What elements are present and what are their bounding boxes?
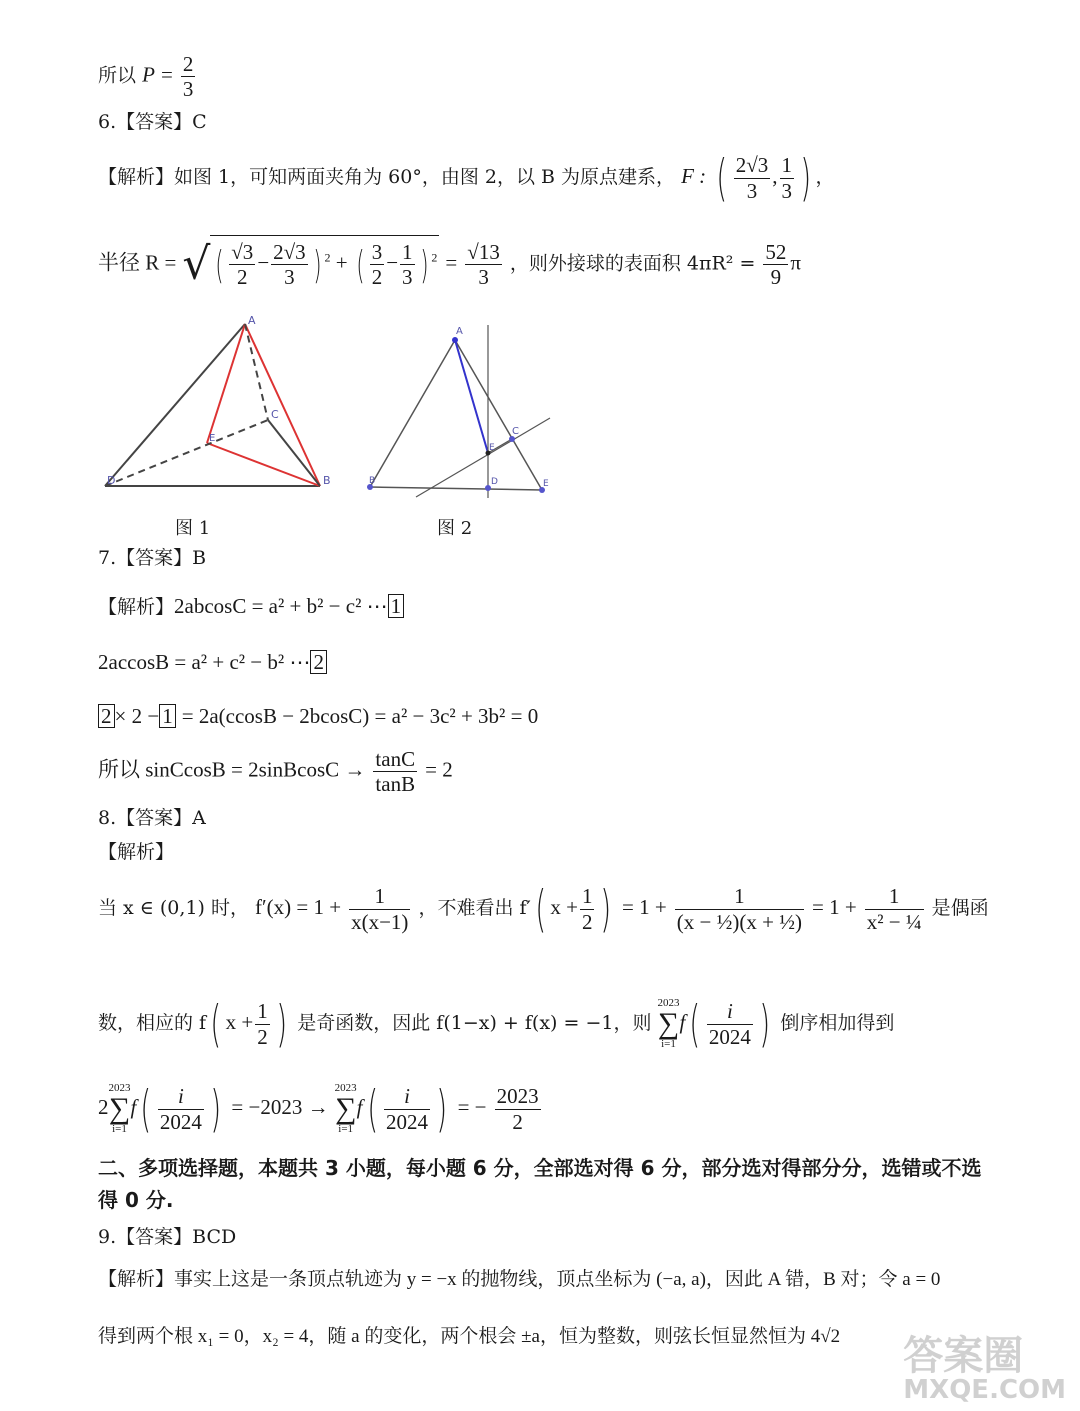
- fig1-label: A: [248, 314, 256, 327]
- watermark: 答案圈 MXQE.COM: [903, 1333, 1066, 1406]
- section-heading: 二、多项选择题，本题共 3 小题，每小题 6 分，全部选对得 6 分，部分选对得部分分，选错或不选得 0 分.: [98, 1156, 982, 1212]
- figure-2: [360, 320, 560, 500]
- eq: =: [160, 62, 173, 87]
- q6-title: 6.【答案】C: [98, 111, 207, 133]
- q7-eq3: 2 × 2 − 1 = 2a(ccosB − 2bcosC) = a² − 3c² + 3b² = 0: [98, 704, 538, 728]
- fig2-label: A: [456, 326, 463, 337]
- q9-line1: 【解析】事实上这是一条顶点轨迹为 y = −x 的抛物线，顶点坐标为 (−a, a)，因此 A 错，B 对；令 a = 0: [98, 1269, 941, 1290]
- line-p: [98, 52, 197, 101]
- q9-title: 9.【答案】BCD: [98, 1226, 237, 1248]
- q9-line2: 得到两个根 x₁ = 0，x₂ = 4，随 a 的变化，两个根会 ±a，恒为整数，则弦长恒显然恒为 4√2: [98, 1326, 841, 1347]
- fig1-label: D: [107, 474, 116, 487]
- fig2-label: E: [489, 443, 495, 453]
- q7-eq4: 所以 sinCcosB = 2sinBcosC → $\frac{\tan C}{\tan B}$ = 2: [98, 747, 453, 797]
- q8-line2: 数，相应的 f( x + $\frac{1}{2}$ ) 是奇函数，因此 f(1−x) + f(x) = −1，则 2023 ∑ i=1f( $\frac{i}{2024}$ ) 倒序相加得到: [98, 995, 895, 1053]
- var: P: [142, 62, 155, 87]
- fig2-label: E: [543, 479, 549, 489]
- q7-eq2: 2accosB = a² + c² − b² ⋯ 2: [98, 650, 327, 674]
- figure-1: [95, 310, 345, 495]
- radius-line: 半径 R = √ ( $\frac{√3}{2}$ − $\frac{2√3}{3}$ ) $^2$ + ( $\frac{3}{2}$ − $\frac{1}{3}$ ) $^2$ = $\frac{√13}{3}$ ，则外接球的表面积 4πR² = $\frac{52}{9}$ π: [98, 235, 801, 289]
- fig2-caption: 图 2: [437, 518, 473, 539]
- sqrt-body: ( $\frac{√3}{2}$ − $\frac{2√3}{3}$ ) $^2$ + ( $\frac{3}{2}$ − $\frac{1}{3}$ ) $^2$: [210, 235, 439, 289]
- q6-analysis: 【解析】如图 1，可知两面夹角为 60°，由图 2，以 B 为原点建系， F : ( $\frac{2√3}{3}$ , $\frac{1}{3}$ ) ，: [98, 149, 835, 207]
- q7-title: 7.【答案】B: [98, 547, 207, 569]
- sqrt-sign: √: [182, 238, 211, 290]
- q8-title: 8.【答案】A: [98, 807, 206, 829]
- q8-line3: 22023 ∑ i=1f( $\frac{i}{2024}$ ) = −2023 → 2023 ∑ i=1f( $\frac{i}{2024}$ ) = − $\frac{2023}{2}$: [98, 1080, 539, 1138]
- q8-line1: 当 x ∈ (0,1) 时， f′(x) = 1 + $\frac{1}{x(x-1)}$ ，不难看出 f′( x + $\frac{1}{2}$ ) = 1 + $\frac{1}{\text{(x − ½)(x + ½)}}$ = 1 + $\frac{1}{\text{x² − ¼}}$ 是偶函: [98, 880, 989, 938]
- fig1-label: C: [271, 408, 279, 421]
- fig2-label: C: [512, 426, 519, 437]
- sum-symbol: 2023 ∑ i=1: [657, 997, 680, 1050]
- text: 所以: [98, 64, 137, 87]
- fig2-label: D: [491, 477, 498, 487]
- fraction: $\frac{2}{3}$: [182, 52, 194, 102]
- fig1-caption: 图 1: [175, 518, 211, 539]
- fig1-label: B: [323, 474, 331, 487]
- q7-eq1: 【解析】2abcosC = a² + b² − c² ⋯ 1: [98, 594, 404, 618]
- fig1-label: E: [209, 433, 216, 444]
- q8-label: 【解析】: [98, 841, 175, 863]
- fig2-label: B: [369, 476, 376, 486]
